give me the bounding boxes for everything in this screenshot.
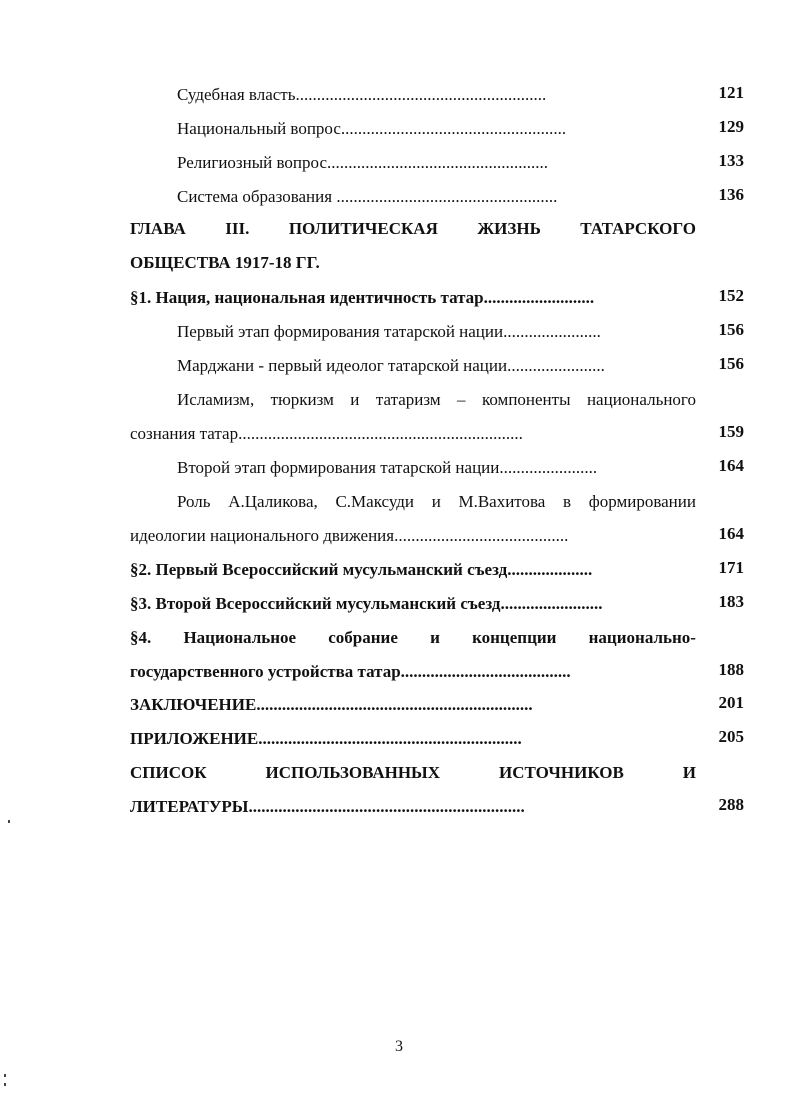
toc-page-judicial-power: 121 xyxy=(718,83,744,102)
toc-literature-line2: ЛИТЕРАТУРЫ................................................................. xyxy=(130,797,525,816)
toc-section-4: §4. Национальное собрание и концепции национально- xyxy=(130,628,696,647)
toc-appendix: ПРИЛОЖЕНИЕ.............................................................. xyxy=(130,729,522,748)
toc-section-1: §1. Нация, национальная идентичность татар.......................... xyxy=(130,288,595,307)
toc-entry-role-line2: идеологии национального движения......................................... xyxy=(130,526,569,545)
toc-section-4-line2: государственного устройства татар........................................ xyxy=(130,662,571,681)
toc-page-role: 164 xyxy=(718,524,744,543)
toc-page-education-system: 136 xyxy=(718,185,744,204)
toc-entry-islamism: Исламизм, тюркизм и татаризм – компоненты национального xyxy=(177,390,696,409)
toc-entry-education-system: Система образования .................................................... xyxy=(177,187,558,206)
toc-page-section-1: 152 xyxy=(718,286,744,305)
toc-page-islamism: 159 xyxy=(718,422,744,441)
toc-page-first-stage: 156 xyxy=(718,320,744,339)
toc-entry-first-stage: Первый этап формирования татарской нации....................... xyxy=(177,322,601,341)
toc-entry-national-question: Национальный вопрос..................................................... xyxy=(177,119,567,138)
toc-page-conclusion: 201 xyxy=(718,693,744,712)
toc-entry-marjani: Марджани - первый идеолог татарской нации....................... xyxy=(177,356,605,375)
toc-section-3: §3. Второй Всероссийский мусульманский съезд........................ xyxy=(130,594,603,613)
toc-entry-role: Роль А.Цаликова, С.Максуди и М.Вахитова в формировании xyxy=(177,492,696,511)
toc-section-2: §2. Первый Всероссийский мусульманский съезд.................... xyxy=(130,560,593,579)
page-number: 3 xyxy=(395,1038,403,1055)
toc-chapter-3-heading: ГЛАВА III. ПОЛИТИЧЕСКАЯ ЖИЗНЬ ТАТАРСКОГО xyxy=(130,219,696,238)
toc-page-marjani: 156 xyxy=(718,354,744,373)
scan-speck xyxy=(4,1074,6,1077)
toc-page-religious-question: 133 xyxy=(718,151,744,170)
toc-page-appendix: 205 xyxy=(718,727,744,746)
toc-entry-second-stage: Второй этап формирования татарской нации....................... xyxy=(177,458,598,477)
toc-page-section-2: 171 xyxy=(718,558,744,577)
scan-speck xyxy=(8,820,10,823)
toc-literature: СПИСОК ИСПОЛЬЗОВАННЫХ ИСТОЧНИКОВ И xyxy=(130,763,696,782)
toc-chapter-3-heading-line2: ОБЩЕСТВА 1917-18 ГГ. xyxy=(130,253,320,272)
toc-entry-religious-question: Религиозный вопрос.................................................... xyxy=(177,153,548,172)
toc-page-second-stage: 164 xyxy=(718,456,744,475)
toc-page-literature: 288 xyxy=(718,795,744,814)
toc-page-section-4: 188 xyxy=(718,660,744,679)
toc-entry-islamism-line2: сознания татар................................................................... xyxy=(130,424,523,443)
toc-page-section-3: 183 xyxy=(718,592,744,611)
toc-entry-judicial-power: Судебная власть........................................................... xyxy=(177,85,547,104)
scan-speck xyxy=(4,1083,6,1086)
toc-conclusion: ЗАКЛЮЧЕНИЕ................................................................. xyxy=(130,695,533,714)
toc-page-national-question: 129 xyxy=(718,117,744,136)
